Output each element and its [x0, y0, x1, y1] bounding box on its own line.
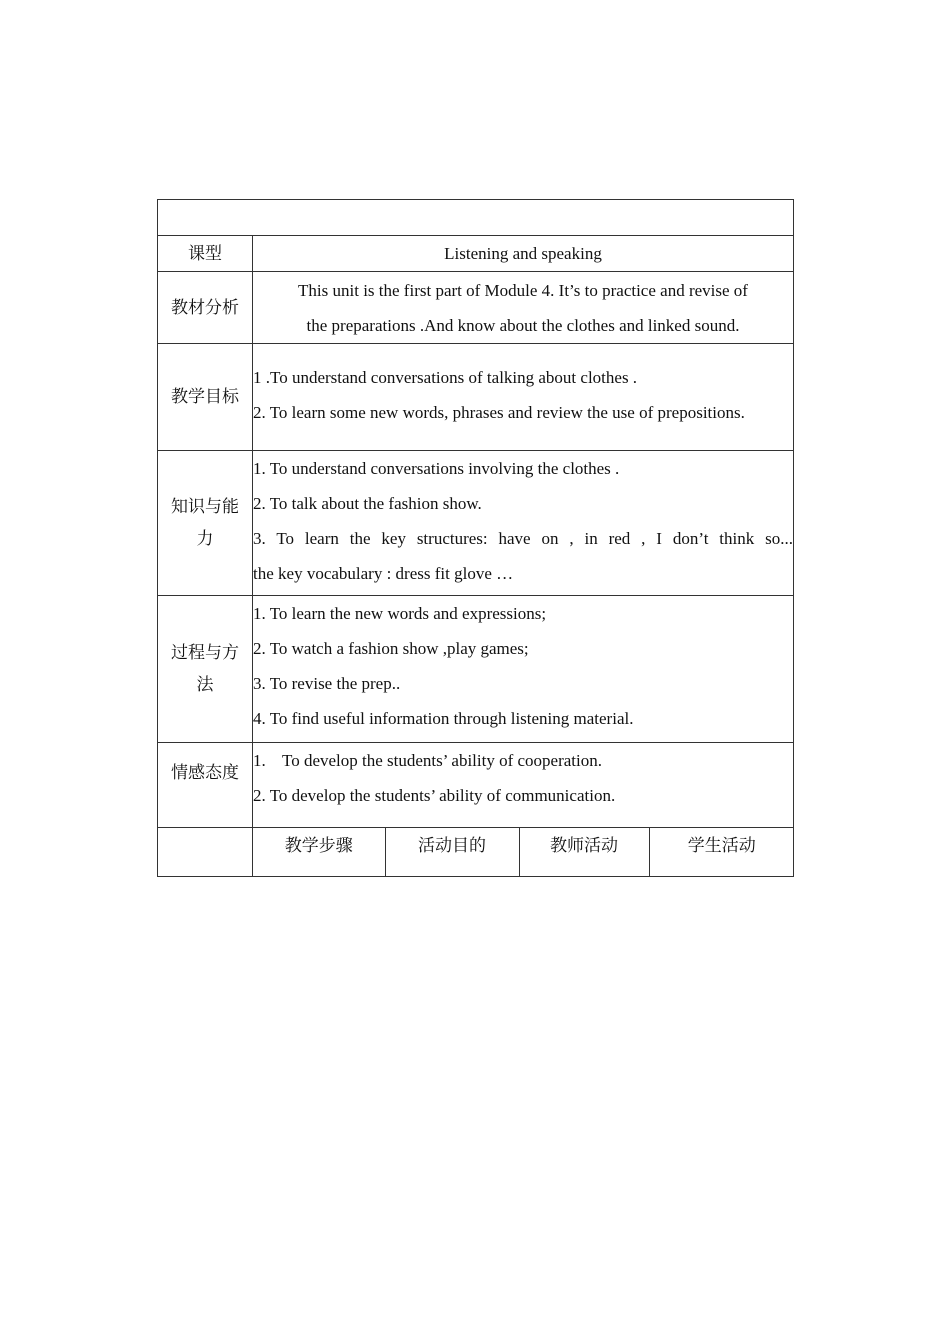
emotion-attitude-content — [253, 743, 794, 828]
emotion-attitude-line: 2. To develop the students’ ability of communication. — [253, 786, 616, 805]
emotion-item-text: To develop the students’ ability of cooperation. — [282, 751, 602, 770]
steps-header-subtable — [253, 828, 794, 876]
process-method-label — [158, 596, 253, 743]
knowledge-ability-line: 2. To talk about the fashion show. — [253, 494, 482, 513]
teaching-goals-row — [158, 344, 794, 451]
emotion-attitude-line — [253, 743, 793, 778]
steps-header-row — [158, 828, 794, 877]
knowledge-ability-label-line: 知识与能 — [171, 497, 239, 517]
teaching-goals-content — [253, 344, 794, 451]
process-method-line: 1. To learn the new words and expressions; — [253, 604, 547, 623]
lesson-plan-table — [157, 199, 794, 877]
steps-header-cell: 活动目的 — [385, 828, 519, 876]
knowledge-ability-line: the key vocabulary : dress fit glove … — [253, 564, 514, 583]
blank-title-row — [158, 200, 794, 236]
course-type-value: Listening and speaking — [253, 236, 794, 272]
material-analysis-label: 教材分析 — [158, 272, 253, 344]
emotion-item-number: 1. — [253, 751, 266, 770]
emotion-attitude-label: 情感态度 — [158, 743, 253, 828]
process-method-row — [158, 596, 794, 743]
teaching-goals-line: 2. To learn some new words, phrases and review the use of prepositions. — [253, 403, 745, 422]
steps-header-cell: 教师活动 — [519, 828, 649, 876]
knowledge-ability-line: 1. To understand conversations involving the clothes . — [253, 459, 620, 478]
teaching-goals-label: 教学目标 — [158, 344, 253, 451]
process-method-label-line: 过程与方 — [171, 643, 239, 663]
course-type-label: 课型 — [158, 236, 253, 272]
material-analysis-content — [253, 272, 794, 344]
knowledge-ability-label-line: 力 — [196, 529, 214, 549]
knowledge-ability-row — [158, 451, 794, 596]
material-analysis-line: This unit is the first part of Module 4. It’s to practice and revise of — [298, 280, 748, 300]
steps-header-cell: 学生活动 — [649, 828, 794, 876]
process-method-line: 2. To watch a fashion show ,play games; — [253, 639, 529, 658]
process-method-line: 4. To find useful information through listening material. — [253, 709, 634, 728]
knowledge-ability-content — [253, 451, 794, 596]
steps-header-group — [253, 828, 794, 877]
steps-header-blank-cell — [158, 828, 253, 877]
teaching-goals-line: 1 .To understand conversations of talking about clothes . — [253, 368, 638, 387]
knowledge-ability-label — [158, 451, 253, 596]
blank-title-cell — [158, 200, 794, 236]
emotion-attitude-row — [158, 743, 794, 828]
process-method-label-line: 法 — [196, 675, 214, 695]
course-type-row — [158, 236, 794, 272]
material-analysis-line: the preparations .And know about the clothes and linked sound. — [306, 315, 740, 335]
material-analysis-row — [158, 272, 794, 344]
knowledge-ability-line: 3. To learn the key structures: have on , in red , I don’t think so... — [253, 529, 793, 548]
process-method-line: 3. To revise the prep.. — [253, 674, 401, 693]
process-method-content — [253, 596, 794, 743]
steps-header-cell: 教学步骤 — [284, 836, 353, 856]
